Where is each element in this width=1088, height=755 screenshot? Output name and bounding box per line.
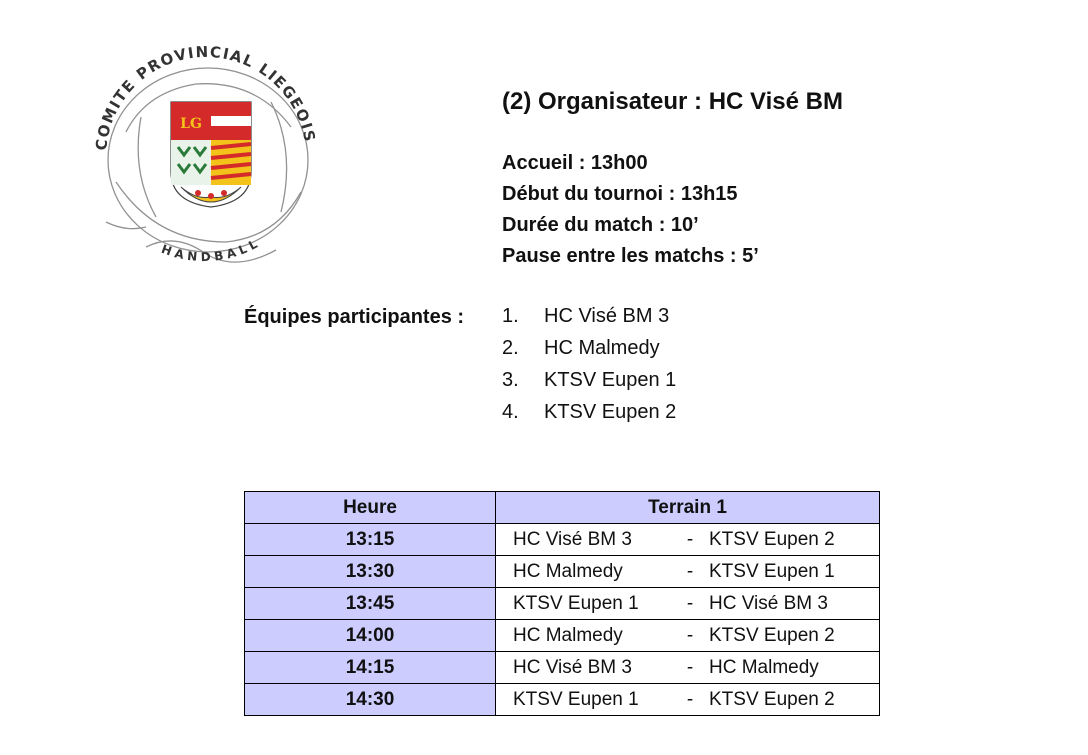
match-cell (496, 684, 880, 716)
home-team: HC Visé BM 3 (513, 656, 632, 678)
team-number: 1. (502, 305, 519, 327)
table-row (245, 524, 880, 556)
comite-provincial-liegeois-logo (86, 32, 326, 277)
team-number: 4. (502, 401, 519, 423)
schedule-table (244, 491, 880, 716)
match-time: 13:30 (245, 556, 496, 588)
team-number: 2. (502, 337, 519, 359)
home-team: HC Malmedy (513, 560, 623, 582)
home-team: HC Malmedy (513, 624, 623, 646)
team-item (502, 334, 676, 366)
coat-of-arms-icon (171, 102, 251, 207)
match-cell (496, 588, 880, 620)
team-item (502, 366, 676, 398)
match-time: 14:15 (245, 652, 496, 684)
match-separator: - (686, 560, 694, 582)
match-separator: - (686, 624, 694, 646)
match-cell (496, 620, 880, 652)
team-name: HC Malmedy (544, 337, 660, 359)
match-separator: - (686, 528, 694, 550)
header-field: Terrain 1 (496, 492, 880, 524)
team-name: KTSV Eupen 1 (544, 369, 677, 391)
home-team: HC Visé BM 3 (513, 528, 632, 550)
team-name: HC Visé BM 3 (544, 305, 670, 327)
away-team: HC Visé BM 3 (709, 592, 828, 614)
match-separator: - (686, 688, 694, 710)
match-time: 14:00 (245, 620, 496, 652)
team-number: 3. (502, 369, 519, 391)
match-cell (496, 524, 880, 556)
table-row (245, 556, 880, 588)
home-team: KTSV Eupen 1 (513, 592, 639, 614)
header-time: Heure (245, 492, 496, 524)
team-item (502, 398, 676, 430)
info-match-duration: Durée du match : 10’ (502, 214, 699, 236)
info-arrival: Accueil : 13h00 (502, 152, 648, 174)
away-team: KTSV Eupen 1 (709, 560, 835, 582)
away-team: HC Malmedy (709, 656, 819, 678)
logo-bottom-text: HANDBALL (159, 235, 264, 265)
match-cell (496, 652, 880, 684)
match-time: 13:15 (245, 524, 496, 556)
match-separator: - (686, 592, 694, 614)
match-cell (496, 556, 880, 588)
info-break: Pause entre les matchs : 5’ (502, 245, 759, 267)
info-start: Début du tournoi : 13h15 (502, 183, 738, 205)
table-row (245, 652, 880, 684)
page-title: (2) Organisateur : HC Visé BM (502, 88, 843, 115)
table-row (245, 620, 880, 652)
tournament-info (502, 148, 759, 272)
match-separator: - (686, 656, 694, 678)
away-team: KTSV Eupen 2 (709, 528, 835, 550)
svg-text:LG: LG (180, 116, 202, 132)
logo-top-text: COMITE PROVINCIAL LIEGEOIS (92, 42, 320, 152)
match-time: 13:45 (245, 588, 496, 620)
team-item (502, 302, 676, 334)
table-row (245, 684, 880, 716)
home-team: KTSV Eupen 1 (513, 688, 639, 710)
table-row (245, 588, 880, 620)
teams-label: Équipes participantes : (244, 306, 465, 328)
away-team: KTSV Eupen 2 (709, 688, 835, 710)
away-team: KTSV Eupen 2 (709, 624, 835, 646)
table-header-row (245, 492, 880, 524)
match-time: 14:30 (245, 684, 496, 716)
teams-list (502, 302, 676, 430)
team-name: KTSV Eupen 2 (544, 401, 677, 423)
